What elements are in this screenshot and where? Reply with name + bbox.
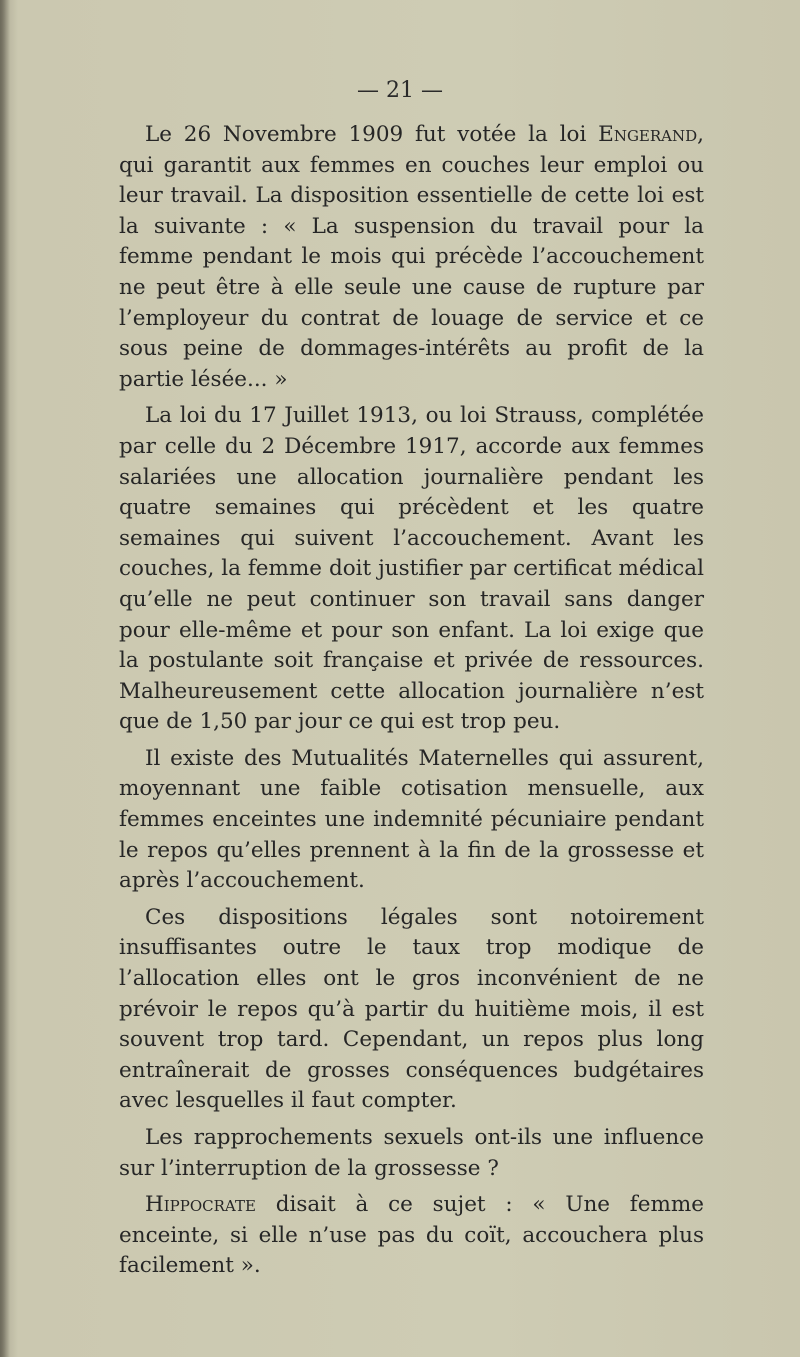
- paragraph-hippocrate: [119, 1190, 704, 1282]
- paragraph-engerand-law: [119, 120, 704, 395]
- binding-shadow: [0, 0, 10, 1357]
- name-engerand: Engerand: [598, 122, 698, 147]
- paragraph-question: Les rapprochements sexuels ont-ils une influence sur l’interruption de la grossesse ?: [119, 1125, 704, 1181]
- body-text: [119, 120, 704, 1288]
- paragraph-text: , qui garantit aux femmes en couches leur emploi ou leur travail. La disposition essentielle de cette loi est la suivante : « La suspension du travail pour la femme pendant le mois qui précède l’accouchement ne peut être à elle seule une cause de rupture par l’employeur du contrat de louage de service et ce sous peine de dommages-intérêts au profit de la partie lésée... »: [119, 122, 704, 392]
- paragraph-strauss-law: La loi du 17 Juillet 1913, ou loi Strauss, complétée par celle du 2 Décembre 1917, accorde aux femmes salariées une allocation journalière pendant les quatre semaines qui précèdent et les quatre semaines qui suivent l’accouchement. Avant les couches, la femme doit justifier par certificat médical qu’elle ne peut continuer son travail sans danger pour elle-même et pour son enfant. La loi exige que la postulante soit française et privée de ressources. Malheureusement cette allocation journalière n’est que de 1,50 par jour ce qui est trop peu.: [119, 403, 704, 735]
- page-number: — 21 —: [357, 78, 443, 103]
- paragraph-text: disait à ce sujet : « Une femme enceinte, si elle n’use pas du coït, accouchera plus facilement ».: [119, 1192, 704, 1279]
- paragraph-text: Le 26 Novembre 1909 fut votée la loi: [145, 122, 599, 147]
- paragraph-dispositions: Ces dispositions légales sont notoirement insuffisantes outre le taux trop modique de l’allocation elles ont le gros inconvénient de ne prévoir le repos qu’à partir du huitième mois, il est souvent trop tard. Cependant, un repos plus long entraînerait de grosses conséquences budgétaires avec lesquelles il faut compter.: [119, 904, 704, 1114]
- name-hippocrate: Hippocrate: [145, 1192, 256, 1218]
- paragraph-mutualites: Il existe des Mutualités Maternelles qui assurent, moyennant une faible cotisation mensuelle, aux femmes enceintes une indemnité pécuniaire pendant le repos qu’elles prennent à la fin de la grossesse et après l’accouchement.: [119, 745, 704, 894]
